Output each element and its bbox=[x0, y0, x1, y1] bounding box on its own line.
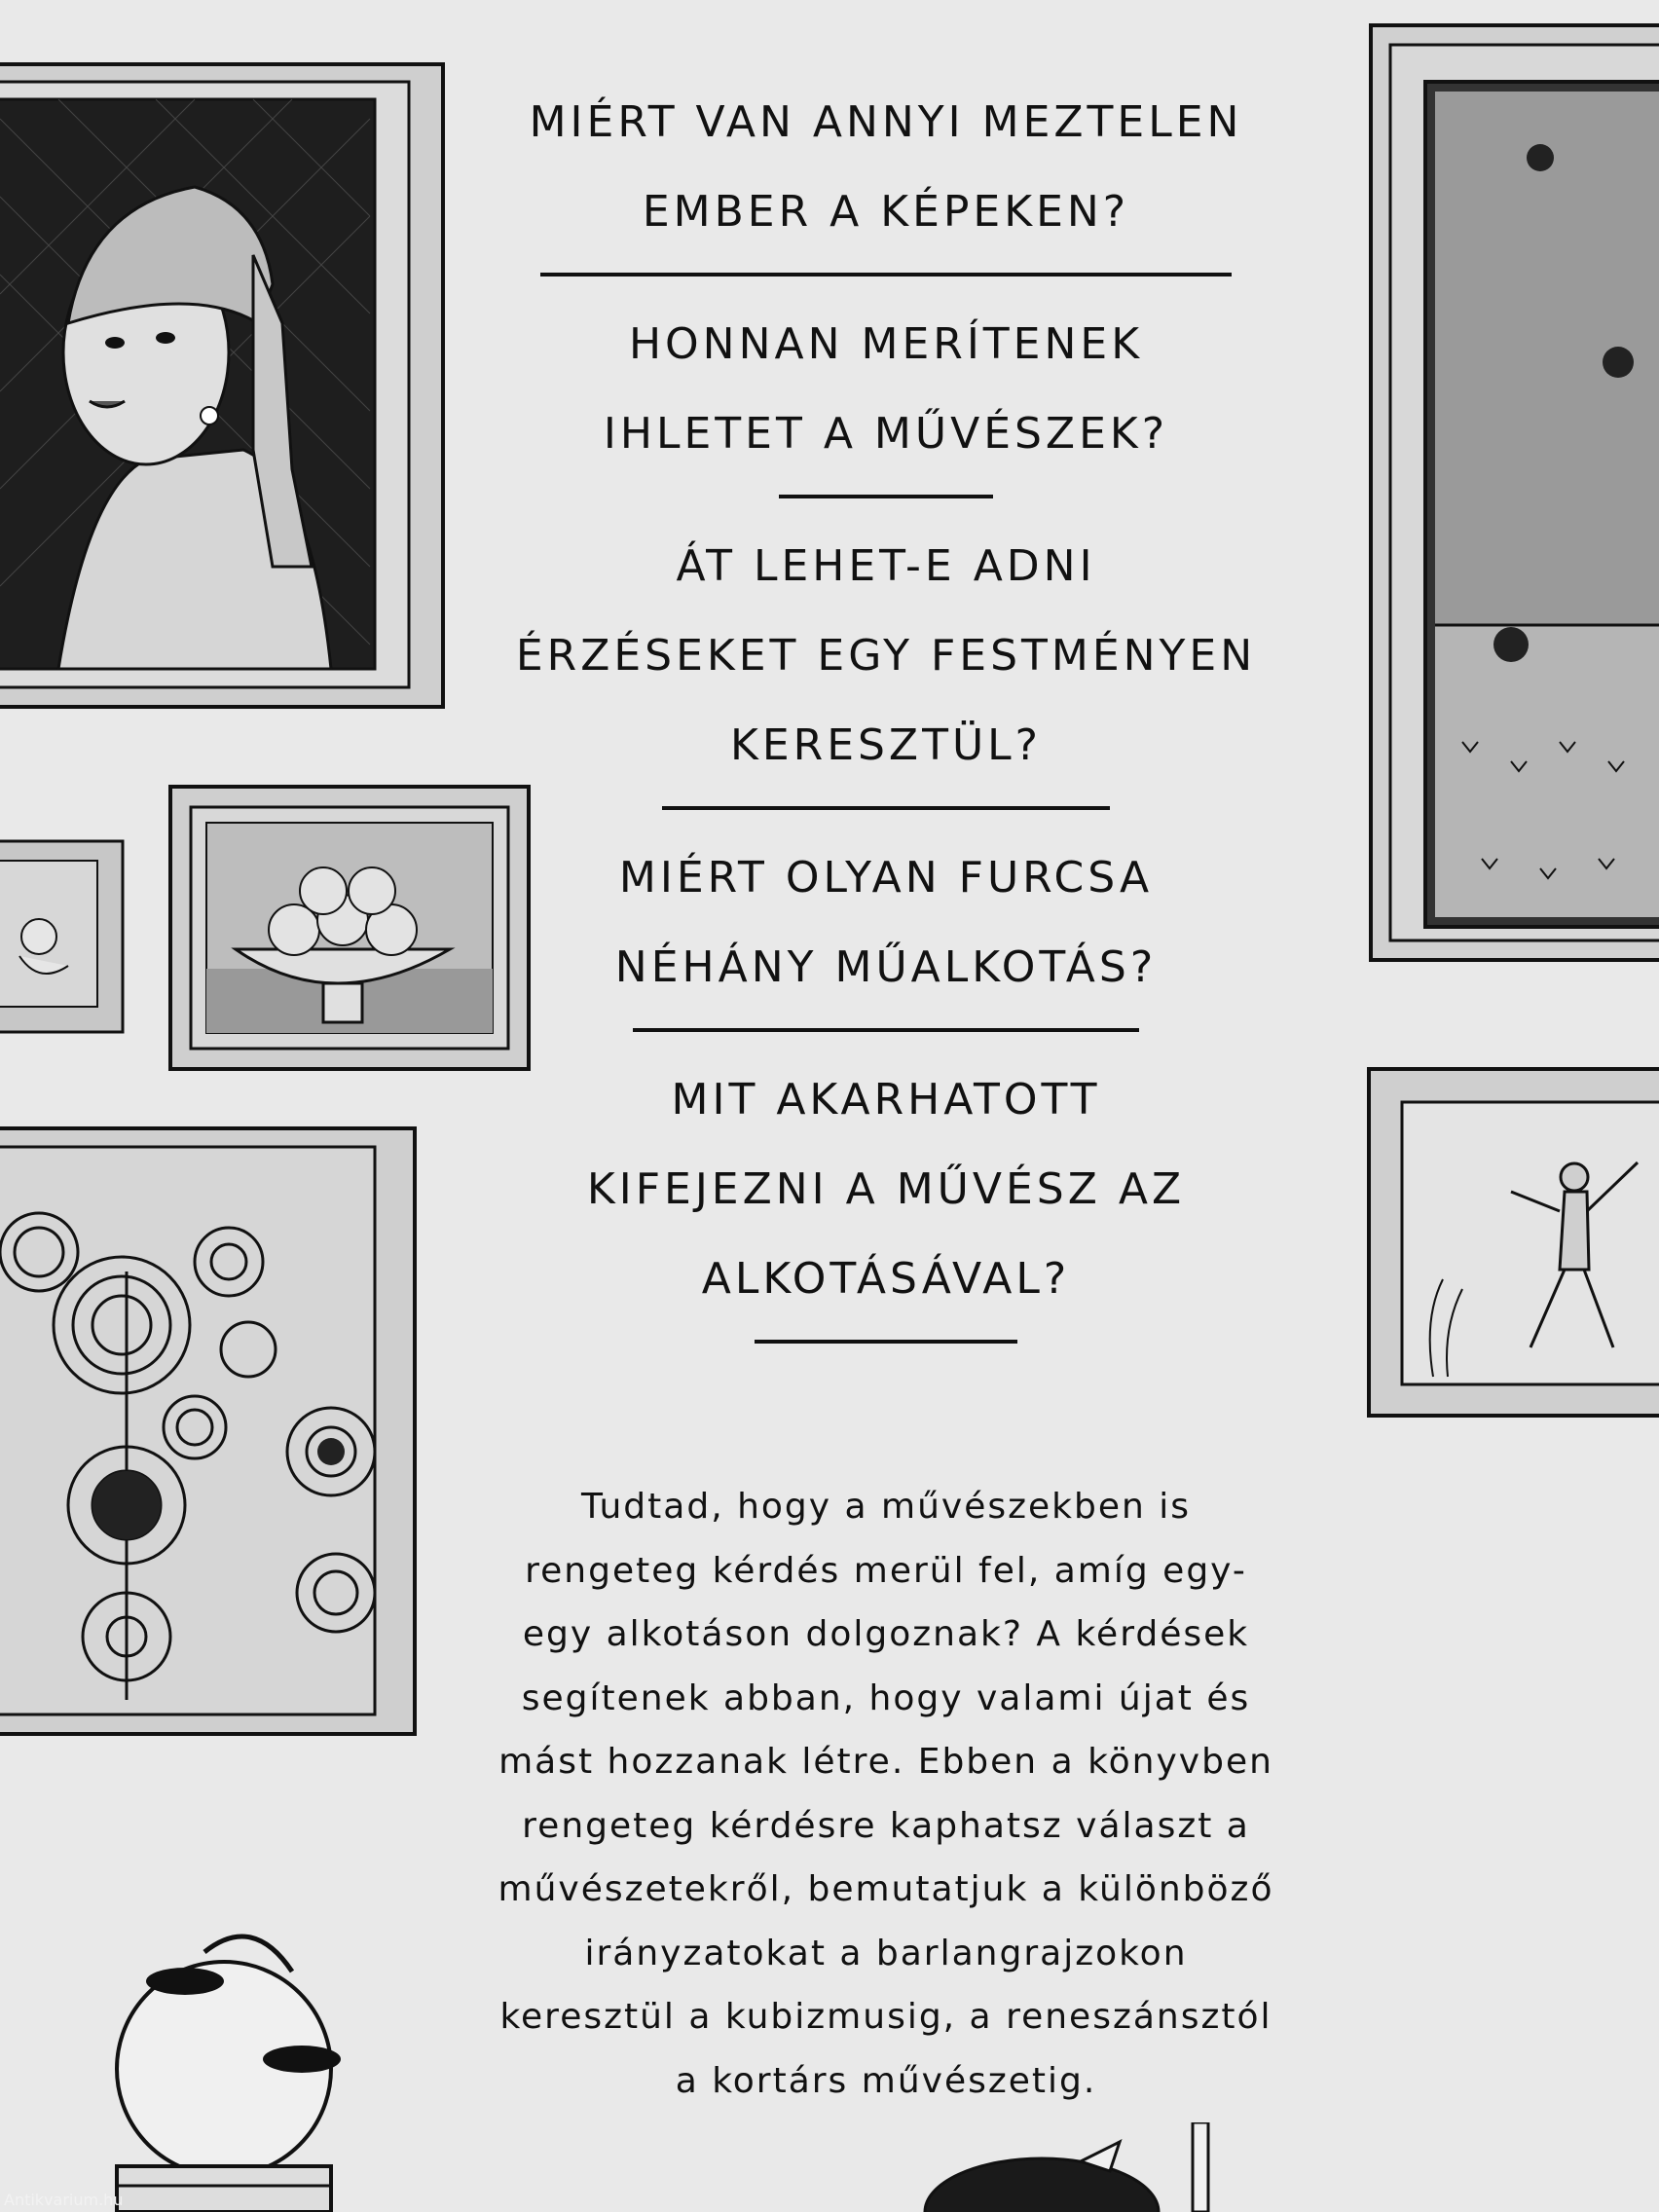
question-1 bbox=[458, 78, 1314, 257]
question-line: MIÉRT VAN ANNYI MEZTELEN bbox=[529, 97, 1243, 147]
question-list bbox=[458, 78, 1314, 1367]
cherub-illustration bbox=[0, 839, 127, 1034]
landscape-illustration bbox=[1365, 21, 1659, 964]
framed-portrait-girl-with-pearl bbox=[0, 60, 448, 711]
framed-landscape-painting bbox=[1365, 21, 1659, 964]
cartoon-character-bottom-left bbox=[39, 1923, 409, 2212]
abstract-circles-illustration bbox=[0, 1125, 419, 1739]
intro-paragraph bbox=[458, 1475, 1314, 2113]
cartoon-head-illustration bbox=[896, 2122, 1227, 2212]
question-line: MIÉRT OLYAN FURCSA bbox=[618, 853, 1154, 903]
intro-line: rengeteg kérdésre kaphatsz választ a bbox=[522, 1805, 1250, 1846]
question-line: ÉRZÉSEKET EGY FESTMÉNYEN bbox=[515, 631, 1257, 681]
intro-line: a kortárs művészetig. bbox=[675, 2060, 1097, 2101]
question-line: KIFEJEZNI A MŰVÉSZ AZ bbox=[586, 1164, 1186, 1214]
framed-abstract-circles bbox=[0, 1125, 419, 1739]
intro-line: segítenek abban, hogy valami újat és bbox=[521, 1677, 1251, 1718]
intro-line: mást hozzanak létre. Ebben a könyvben bbox=[498, 1742, 1273, 1782]
question-4 bbox=[458, 833, 1314, 1013]
question-2 bbox=[458, 300, 1314, 479]
intro-line: rengeteg kérdés merül fel, amíg egy- bbox=[525, 1550, 1247, 1591]
cartoon-illustration bbox=[39, 1923, 409, 2212]
intro-line: irányzatokat a barlangrajzokon bbox=[584, 1933, 1188, 1973]
question-line: KERESZTÜL? bbox=[729, 720, 1043, 770]
intro-line: egy alkotáson dolgoznak? A kérdések bbox=[522, 1614, 1250, 1654]
framed-cherub-painting bbox=[0, 839, 127, 1034]
intro-line: művészetekről, bemutatjuk a különböző bbox=[498, 1869, 1274, 1909]
question-3 bbox=[458, 522, 1314, 791]
question-line: IHLETET A MŰVÉSZEK? bbox=[603, 409, 1169, 459]
watermark-text: Antikvarium.hu bbox=[4, 2191, 124, 2209]
divider-rule bbox=[540, 273, 1232, 276]
egyptian-figure-illustration bbox=[1365, 1065, 1659, 1419]
question-line: EMBER A KÉPEKEN? bbox=[642, 187, 1130, 237]
divider-rule bbox=[662, 806, 1110, 810]
divider-rule bbox=[779, 495, 993, 498]
question-line: HONNAN MERÍTENEK bbox=[628, 319, 1144, 369]
intro-line: Tudtad, hogy a művészekben is bbox=[580, 1487, 1192, 1527]
question-line: NÉHÁNY MŰALKOTÁS? bbox=[614, 942, 1158, 992]
portrait-illustration bbox=[0, 60, 448, 711]
divider-rule bbox=[755, 1340, 1017, 1344]
question-line: ALKOTÁSÁVAL? bbox=[701, 1254, 1071, 1304]
question-line: ÁT LEHET-E ADNI bbox=[676, 541, 1096, 591]
question-line: MIT AKARHATOTT bbox=[671, 1075, 1101, 1124]
framed-egyptian-painting bbox=[1365, 1065, 1659, 1419]
intro-line: keresztül a kubizmusig, a reneszánsztól bbox=[499, 1997, 1272, 2037]
cartoon-character-bottom-right bbox=[896, 2122, 1227, 2212]
question-5 bbox=[458, 1055, 1314, 1324]
divider-rule bbox=[633, 1028, 1139, 1032]
